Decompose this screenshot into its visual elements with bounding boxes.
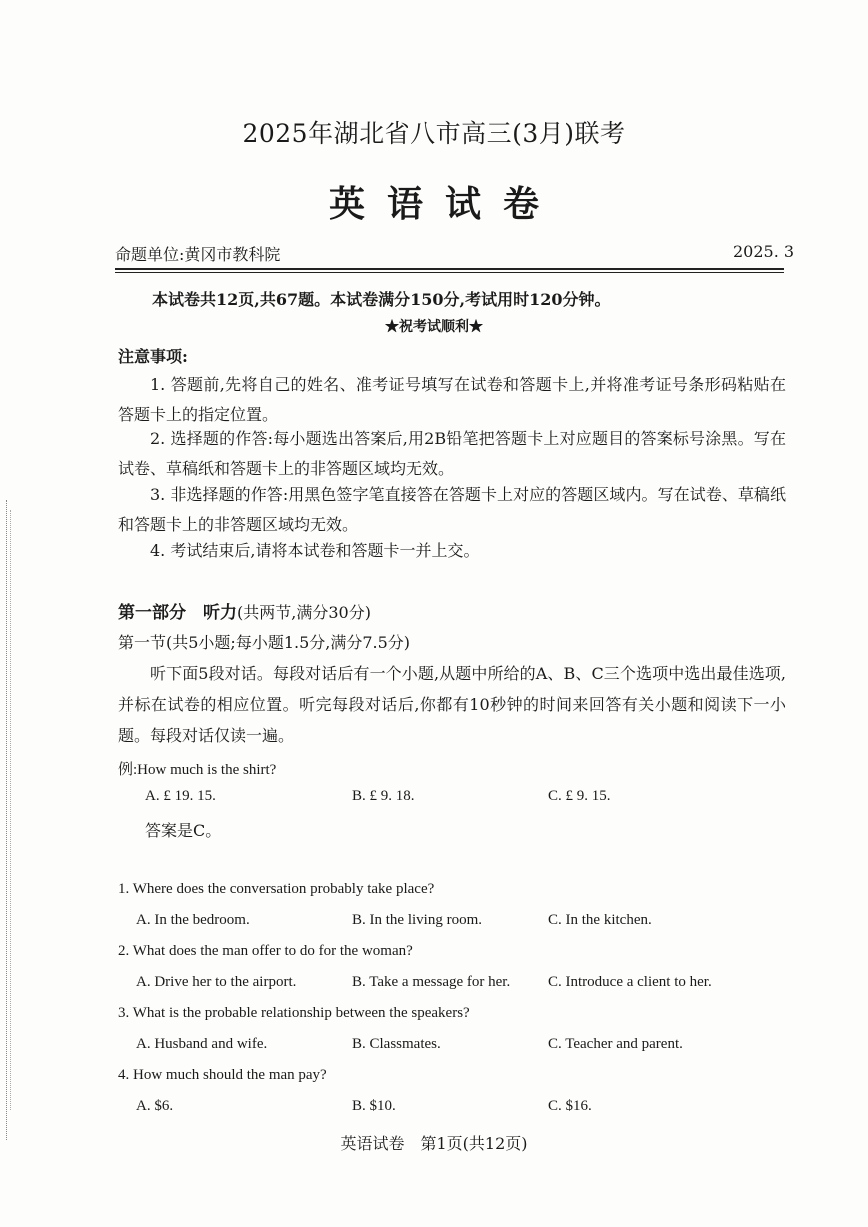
example-option-b: B. £ 9. 18. (352, 788, 415, 804)
question-1-option-b: B. In the living room. (352, 912, 482, 928)
question-4-option-b: B. $10. (352, 1098, 396, 1114)
example-option-c: C. £ 9. 15. (548, 788, 611, 804)
note-item: 1. 答题前,先将自己的姓名、准考证号填写在试卷和答题卡上,并将准考证号条形码粘贴在答题卡上的指定位置。 (118, 375, 786, 424)
binding-margin-dots (10, 510, 11, 1110)
binding-margin-dots (6, 500, 7, 1140)
example-option-a: A. £ 19. 15. (145, 788, 216, 804)
question-4-option-a: A. $6. (136, 1098, 174, 1114)
part1-heading-rest: (共两节,满分30分) (237, 603, 371, 622)
notes-heading: 注意事项: (118, 347, 188, 366)
question-3: 3. What is the probable relationship between the speakers? (118, 1005, 470, 1021)
header-rule (115, 272, 784, 273)
note-item: 4. 考试结束后,请将本试卷和答题卡一并上交。 (150, 541, 480, 560)
issuer: 命题单位:黄冈市教科院 (115, 245, 281, 264)
exam-title: 2025年湖北省八市高三(3月)联考 (242, 119, 626, 148)
note-item: 2. 选择题的作答:每小题选出答案后,用2B铅笔把答题卡上对应题目的答案标号涂黑。写在试卷、草稿纸和答题卡上的非答题区域均无效。 (118, 429, 786, 478)
question-2-option-c: C. Introduce a client to her. (548, 974, 712, 990)
question-1-option-c: C. In the kitchen. (548, 912, 652, 928)
question-3-option-b: B. Classmates. (352, 1036, 441, 1052)
exam-summary: 本试卷共12页,共67题。本试卷满分150分,考试用时120分钟。 (152, 290, 611, 309)
question-1: 1. Where does the conversation probably take place? (118, 881, 435, 897)
part1-heading-bold: 第一部分 听力 (118, 603, 237, 623)
note-item: 3. 非选择题的作答:用黑色签字笔直接答在答题卡上对应的答题区域内。写在试卷、草稿纸和答题卡上的非答题区域均无效。 (118, 485, 786, 534)
question-3-option-c: C. Teacher and parent. (548, 1036, 683, 1052)
page-footer: 英语试卷 第1页(共12页) (340, 1134, 528, 1153)
question-2-option-b: B. Take a message for her. (352, 974, 511, 990)
question-3-option-a: A. Husband and wife. (136, 1036, 268, 1052)
example-answer: 答案是C。 (145, 821, 222, 840)
section1-instruction: 听下面5段对话。每段对话后有一个小题,从题中所给的A、B、C三个选项中选出最佳选项,并标在试卷的相应位置。听完每段对话后,你都有10秒钟的时间来回答有关小题和阅读下一小题。每段对话仅读一遍。 (118, 664, 786, 745)
question-2: 2. What does the man offer to do for the woman? (118, 943, 413, 959)
header-rule (115, 268, 784, 270)
question-2-option-a: A. Drive her to the airport. (136, 974, 297, 990)
part1-heading (118, 598, 371, 623)
section1-heading: 第一节(共5小题;每小题1.5分,满分7.5分) (118, 633, 411, 652)
exam-subject: 英语试卷 (328, 183, 561, 225)
exam-date: 2025. 3 (733, 242, 795, 261)
question-4: 4. How much should the man pay? (118, 1067, 327, 1083)
question-1-option-a: A. In the bedroom. (136, 912, 250, 928)
good-luck-wish: ★祝考试顺利★ (385, 319, 483, 335)
question-4-option-c: C. $16. (548, 1098, 592, 1114)
example-question: 例:How much is the shirt? (118, 762, 277, 778)
